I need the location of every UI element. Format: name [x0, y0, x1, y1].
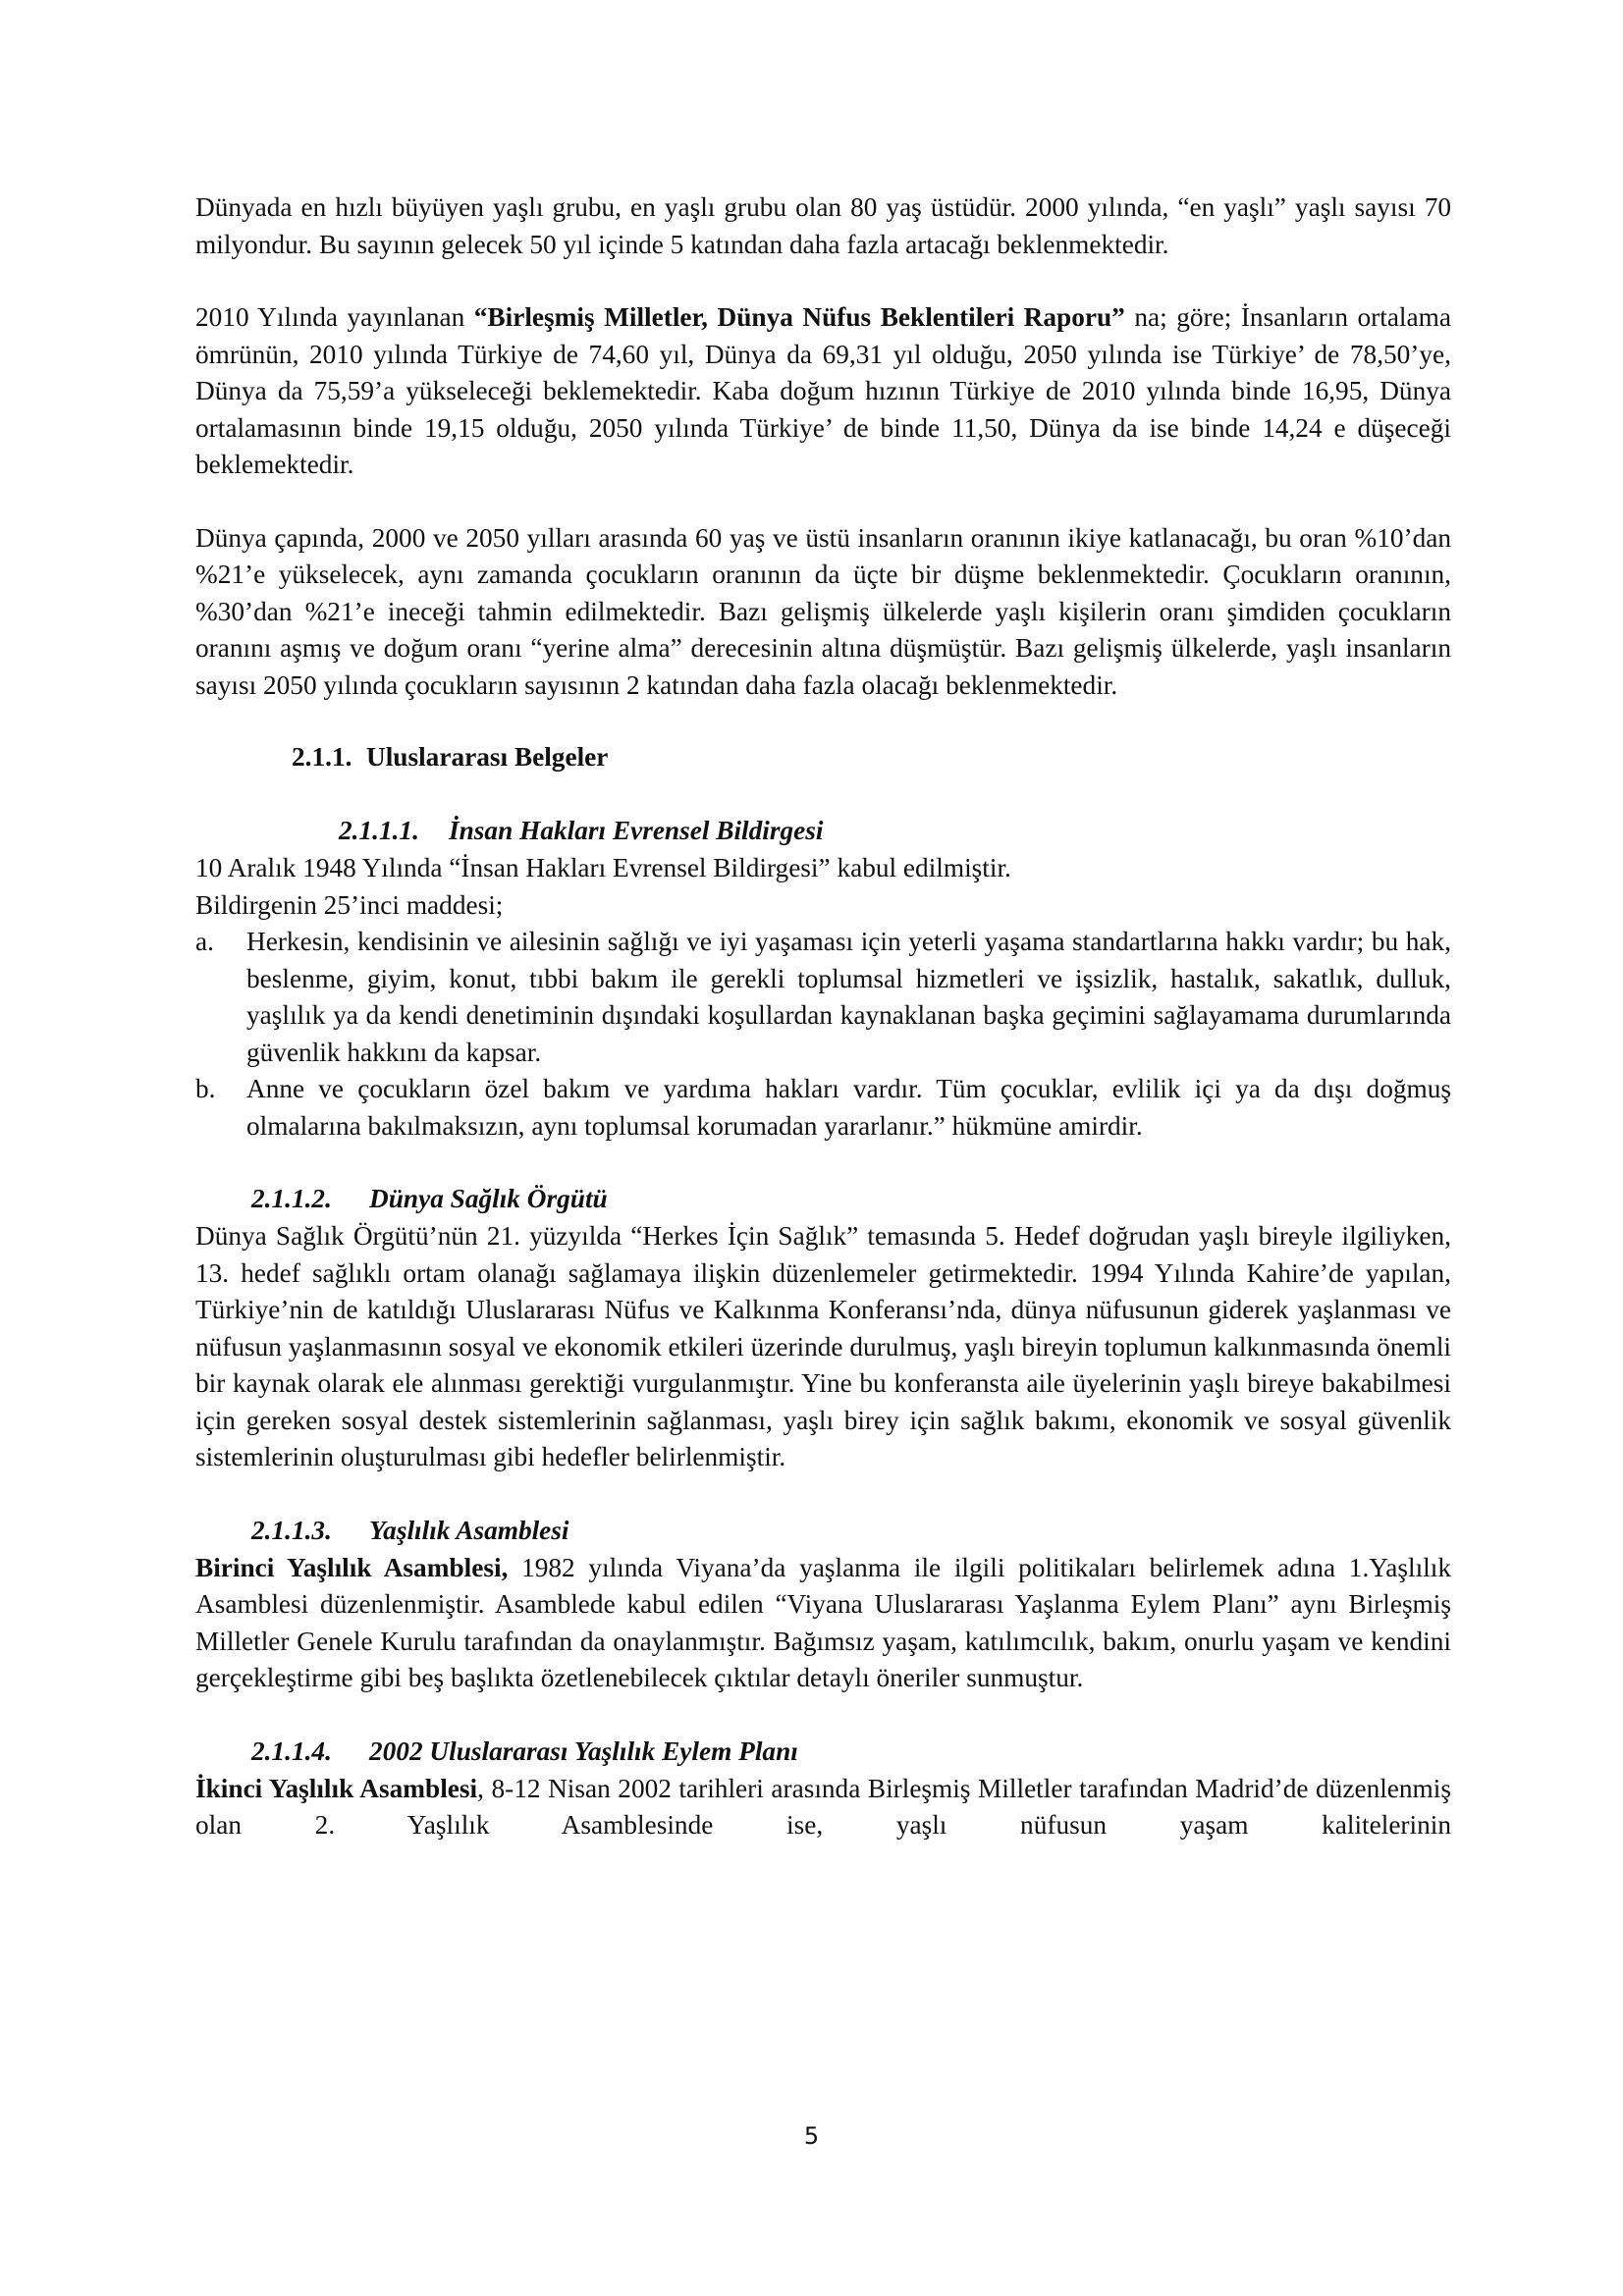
section-number: 2.1.1.4.: [251, 1735, 332, 1766]
heading-international-documents: [195, 739, 1451, 776]
report-title: “Birleşmiş Milletler, Dünya Nüfus Beklentileri Raporu”: [473, 302, 1125, 332]
page-number: 5: [803, 2122, 820, 2150]
bold-lead: Birinci Yaşlılık Asamblesi,: [195, 1552, 509, 1582]
declaration-adoption-line: 10 Aralık 1948 Yılında “İnsan Hakları Evrensel Bildirgesi” kabul edilmiştir.: [195, 853, 1011, 882]
article-25-list: [195, 924, 1451, 1145]
list-marker: a.: [195, 927, 214, 956]
paragraph-who: Dünya Sağlık Örgütü’nün 21. yüzyılda “Herkes İçin Sağlık” temasında 5. Hedef doğrudan yaşlı bireyle ilgiliyken, 13. hedef sağlıklı ortam olanağı sağlamaya ilişkin düzenlemeler getirmektedir. 1994 Yılında Kahire’de yapılan, Türkiye’nin de katıldığı Uluslararası Nüfus ve Kalkınma Konferansı’nda, dünya nüfusunun giderek yaşlanması ve nüfusun yaşlanmasının sosyal ve ekonomik etkileri üzerinde durulmuş, yaşlı bireyin toplumun kalkınmasında önemli bir kaynak olarak ele alınması gerektiği vurgulanmıştır. Yine bu konferansta aile üyelerinin yaşlı bireye bakabilmesi için gereken sosyal destek sistemlerinin sağlanması, yaşlı birey için sağlık bakımı, ekonomik ve sosyal güvenlik sistemlerinin oluşturulması gibi hedefler belirlenmiştir.: [195, 1221, 1451, 1471]
article-25-line: Bildirgenin 25’inci maddesi;: [195, 889, 504, 920]
heading-world-health-organization: [195, 1181, 1451, 1218]
section-title: İnsan Hakları Evrensel Bildirgesi: [449, 816, 824, 845]
paragraph-worldwide-aging: Dünya çapında, 2000 ve 2050 yılları arasında 60 yaş ve üstü insanların oranının ikiye katlanacağı, bu oran %10’dan %21’e yükselecek, aynı zamanda çocukların oranının da üçte bir düşme beklenmektedir. Çocukların oranının, %30’dan %21’e ineceği tahmin edilmektedir. Bazı gelişmiş ülkelerde yaşlı kişilerin oranı şimdiden çocukların oranını aşmış ve doğum oranı “yerine alma” derecesinin altına düşmüştür. Bazı gelişmiş ülkelerde, yaşlı insanların sayısı 2050 yılında çocukların sayısının 2 katından daha fazla olacağı beklenmektedir.: [195, 522, 1451, 700]
paragraph-text: 2010 Yılında yayınlanan: [195, 302, 474, 332]
section-number: 2.1.1.2.: [251, 1184, 332, 1213]
paragraph-text: na; göre; İnsanların ortalama ömrünün, 2010 yılında Türkiye de 74,60 yıl, Dünya da 69,31 yıl olduğu, 2050 yılında ise Türkiye’ de 78,50’ye, Dünya da 75,59’a yükseleceği beklemektedir. Kaba doğum hızının Türkiye de 2010 yılında binde 16,95, Dünya ortalamasının binde 19,15 olduğu, 2050 yılında Türkiye’ de binde 11,50, Dünya da ise binde 14,24 e düşeceği beklemektedir.: [195, 302, 1451, 479]
section-title: 2002 Uluslararası Yaşlılık Eylem Planı: [369, 1735, 798, 1766]
list-item-text: Anne ve çocukların özel bakım ve yardıma hakları vardır. Tüm çocuklar, evlilik içi ya da dışı doğmuş olmalarına bakılmaksızın, aynı toplumsal korumadan yararlanır.” hükmüne amirdir.: [246, 1074, 1451, 1141]
heading-2002-action-plan: [195, 1734, 1451, 1771]
paragraph-second-assembly: [195, 1771, 1451, 1844]
section-number: 2.1.1.1.: [339, 816, 419, 845]
paragraph-un-population-report: [195, 299, 1451, 484]
list-item: [195, 924, 1451, 1071]
section-number: 2.1.1.3.: [251, 1515, 332, 1545]
paragraph-first-assembly: [195, 1550, 1451, 1697]
section-title: Dünya Sağlık Örgütü: [369, 1184, 608, 1213]
heading-human-rights-declaration: [195, 813, 1451, 850]
paragraph-text: , 8-12 Nisan 2002 tarihleri arasında Birleşmiş Milletler tarafından Madrid’de düzenlenmiş olan 2. Yaşlılık Asamblesinde ise, yaşlı nüfusun yaşam kalitelerinin: [195, 1773, 1451, 1840]
list-item: [195, 1071, 1451, 1145]
section-title: Uluslararası Belgeler: [366, 742, 609, 772]
section-number: 2.1.1.: [292, 742, 352, 772]
document-page: [195, 189, 1451, 1844]
paragraph-text: 1982 yılında Viyana’da yaşlanma ile ilgili politikaları belirlemek adına 1.Yaşlılık Asamblesi düzenlenmiştir. Asamblede kabul edilen “Viyana Uluslararası Yaşlanma Eylem Planı” aynı Birleşmiş Milletler Genele Kurulu tarafından da onaylanmıştır. Bağımsız yaşam, katılımcılık, bakım, onurlu yaşam ve kendini gerçekleştirme gibi beş başlıkta özetlenebilecek çıktılar detaylı öneriler sunmuştur.: [195, 1552, 1451, 1692]
list-item-text: Herkesin, kendisinin ve ailesinin sağlığı ve iyi yaşaması için yeterli yaşama standartlarına hakkı vardır; bu hak, beslenme, giyim, konut, tıbbi bakım ile gerekli toplumsal hizmetleri ve işsizlik, hastalık, sakatlık, dulluk, yaşlılık ya da kendi denetiminin dışındaki koşullardan kaynaklanan başka geçimini sağlayamama durumlarında güvenlik hakkını da kapsar.: [246, 927, 1451, 1067]
section-title: Yaşlılık Asamblesi: [369, 1515, 569, 1545]
bold-lead: İkinci Yaşlılık Asamblesi: [195, 1773, 478, 1803]
paragraph-oldest-age-group: Dünyada en hızlı büyüyen yaşlı grubu, en yaşlı grubu olan 80 yaş üstüdür. 2000 yılında, “en yaşlı” yaşlı sayısı 70 milyondur. Bu sayının gelecek 50 yıl içinde 5 katından daha fazla artacağı beklenmektedir.: [195, 192, 1451, 259]
heading-aging-assembly: [195, 1513, 1451, 1550]
list-marker: b.: [195, 1074, 216, 1103]
